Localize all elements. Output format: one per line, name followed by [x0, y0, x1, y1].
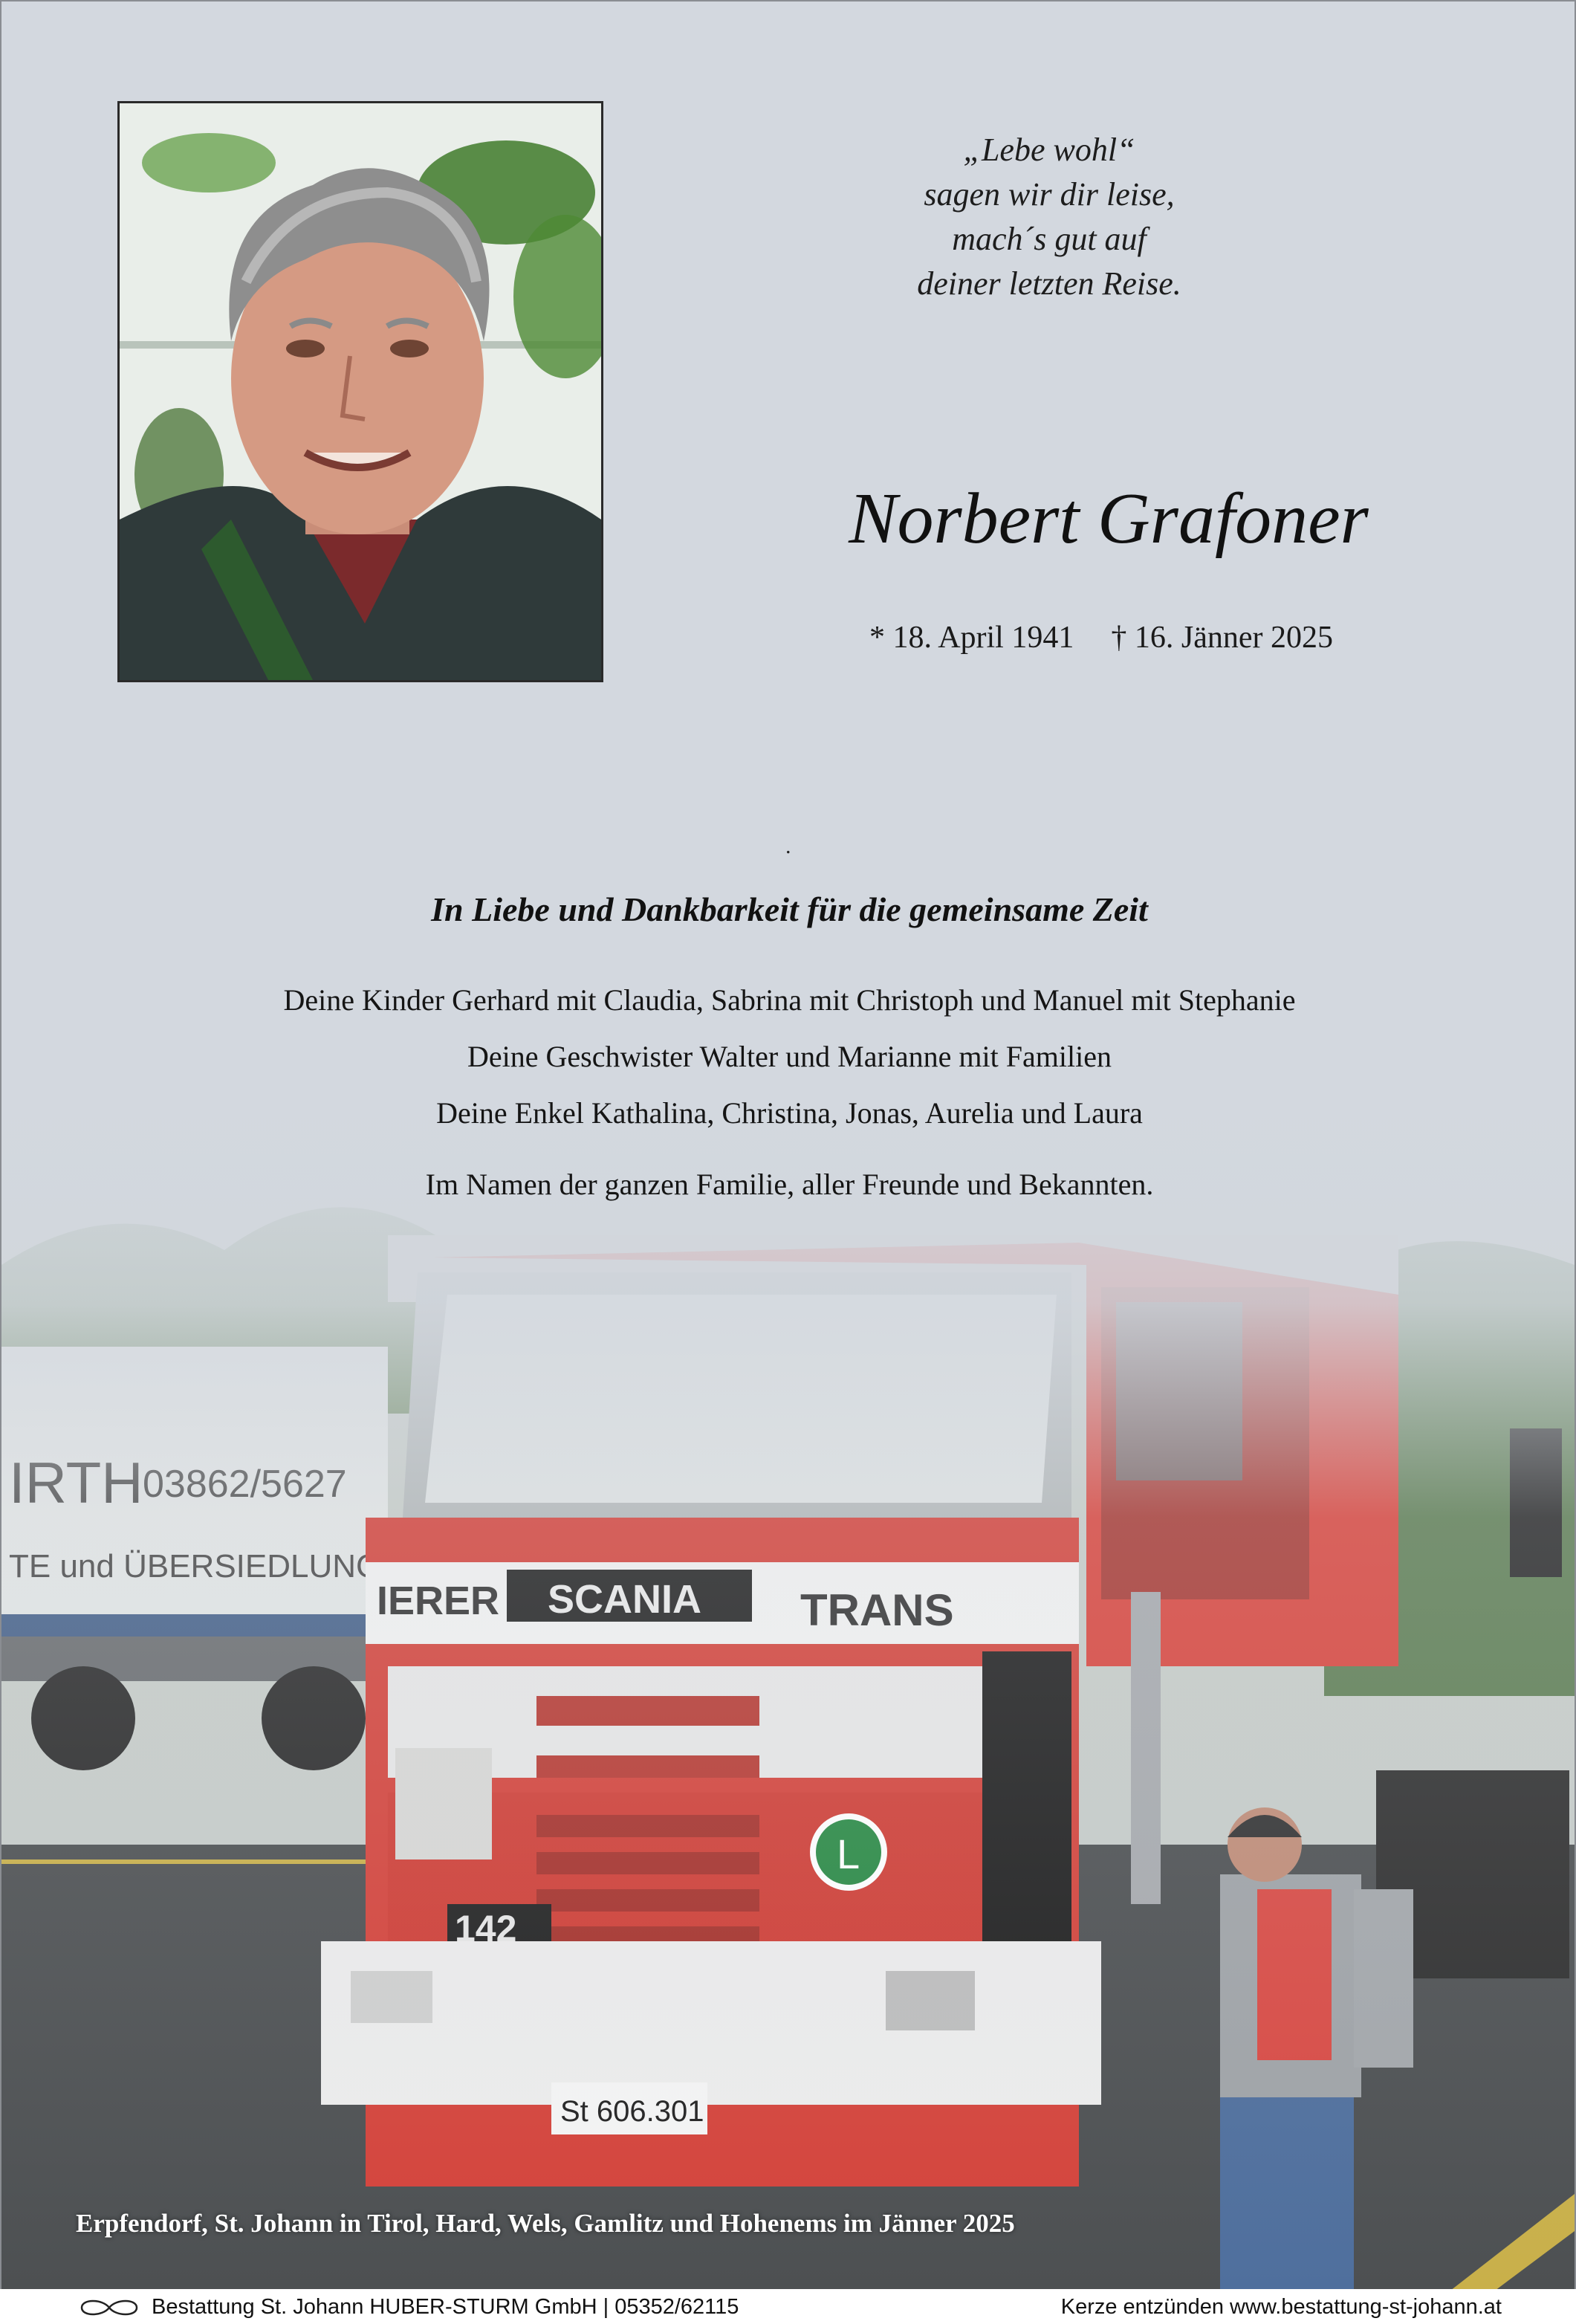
footer-company-text: Bestattung St. Johann HUBER-STURM GmbH | 05352/62115	[152, 2295, 739, 2319]
footer-candle-link[interactable]: Kerze entzünden www.bestattung-st-johann.at	[1060, 2295, 1502, 2319]
footer	[0, 2289, 1576, 2324]
separator-dot: .	[785, 834, 791, 858]
truck-scene	[1, 1101, 1575, 2291]
places-and-date: Erpfendorf, St. Johann in Tirol, Hard, Wels, Gamlitz und Hohenems im Jänner 2025	[76, 2209, 1015, 2238]
poem	[819, 128, 1280, 306]
poem-line: „Lebe wohl“	[963, 132, 1135, 168]
death-date: † 16. Jänner 2025	[1111, 621, 1333, 655]
closing-line: Im Namen der ganzen Familie, aller Freunde und Bekannten.	[425, 1168, 1154, 1201]
infinity-logo-icon	[74, 2297, 144, 2318]
birth-date: * 18. April 1941	[869, 621, 1074, 655]
family-line: Deine Geschwister Walter und Marianne mit Familien	[467, 1040, 1112, 1073]
dedication-heading: In Liebe und Dankbarkeit für die gemeinsame Zeit	[431, 890, 1148, 928]
poem-line: deiner letzten Reise.	[917, 265, 1181, 302]
deceased-name: Norbert Grafoner	[849, 479, 1369, 559]
family-line: Deine Kinder Gerhard mit Claudia, Sabrina mit Christoph und Manuel mit Stephanie	[283, 983, 1296, 1017]
truck-photo	[1, 1101, 1575, 2291]
poem-line: mach´s gut auf	[952, 221, 1147, 257]
footer-company	[74, 2295, 739, 2320]
family-line: Deine Enkel Kathalina, Christina, Jonas, Aurelia und Laura	[436, 1096, 1143, 1130]
portrait-photo	[117, 101, 603, 682]
portrait-image	[120, 103, 601, 680]
poem-line: sagen wir dir leise,	[924, 176, 1175, 213]
family-list	[1, 972, 1576, 1142]
life-dates	[819, 620, 1384, 656]
